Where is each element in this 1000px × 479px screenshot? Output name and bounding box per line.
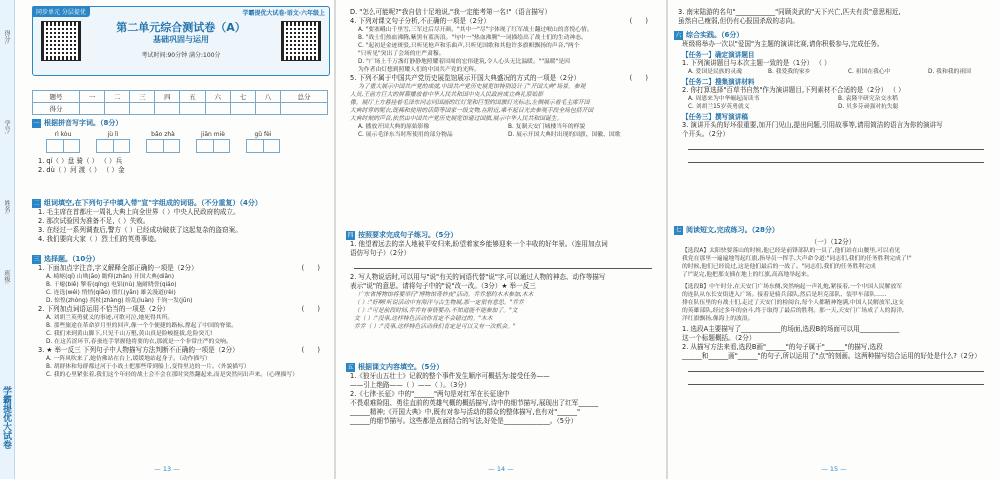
- section-title: 组词填空,在下列句子中填入带"宣"字组成的词语。（不分重复）（4分）: [44, 199, 262, 207]
- option-line: 为作者由灯想到照耀人们的中国共产党的光辉。: [358, 67, 480, 73]
- question-line: 1. 选段A主要描写了____________的场面,选段B的场面可以用____________: [682, 325, 900, 333]
- option-row: [688, 95, 992, 103]
- question-stem: 2. 你打算选择"百草书自然"作为演讲题目,下列素材不合适的是（2分） （ ）: [682, 86, 905, 94]
- score-header-cell: 三: [130, 91, 155, 103]
- question-stem: 1. 下面加点字注音,字义解释全部正确的一项是（2分） ( ): [38, 264, 320, 272]
- task-heading: 【任务二】搜集演讲材料: [682, 78, 755, 86]
- question-line: 3. 南宋陆游的名句"____________"同顾炎武的"天下兴亡,匹夫有责"意思相近,: [678, 8, 901, 16]
- passage-line: 为了重大展示中国共产党的成就,中国共产党历史展览馆特别设计了"开国大典"场景。参观: [358, 84, 586, 90]
- passage-line: 的英雄部队,经过多年的奋斗,终于取得了最后的胜利。那一天,天安门广场成了人的海洋,: [682, 308, 904, 314]
- option-line: B. 胡群体和每群都过河于小战士把那些带到船上,变得里边的一片。（外貌描写）: [46, 364, 250, 370]
- writing-box[interactable]: [146, 139, 180, 153]
- option-row: [358, 131, 656, 139]
- score-header-cell: 总分: [281, 91, 328, 103]
- option-line: B. 袁隆平研究杂交水稻: [838, 96, 898, 102]
- score-header-cell: 六: [205, 91, 230, 103]
- passage-line: 文（ ）:"没事,这样特色活动你肯定不会错过的。"木木: [354, 316, 493, 322]
- section-2: [32, 198, 328, 244]
- side-label-id: 学号:: [3, 120, 10, 135]
- question-stem: 5. 下列不属于中国共产党历史展览馆展示开国大典盛况的方式的一项是（2分） ( ): [350, 74, 648, 82]
- score-cell[interactable]: [205, 103, 230, 115]
- side-label-name: 姓名:: [3, 200, 10, 215]
- score-cell[interactable]: [105, 103, 130, 115]
- option-line: "只听见"突出了会场的庄严肃穆。: [358, 51, 445, 57]
- question-line: 2. 那次试验因为准备不足,（ ）失败。: [38, 217, 150, 225]
- page-number: — 13 —: [154, 465, 180, 473]
- pinyin-label: gǔ fèi: [254, 131, 272, 138]
- option-line: A. 崎岖(qí) 山坳(āo) 瞻仰(zhān) 开国大典(diǎn): [46, 274, 174, 280]
- option-line: C. 我们来到黄山脚下,只见千山万壑,黄山真是险峻挺拔,危险突兀!: [46, 331, 213, 337]
- score-header-cell: 七: [230, 91, 255, 103]
- passage-line: 乔乔（ ）:"没事,这样特色活动我们肯定是可以又有一次机会。": [354, 324, 516, 330]
- section-3-continued: [350, 8, 656, 139]
- answer-line[interactable]: [688, 141, 984, 150]
- score-cell[interactable]: [155, 103, 180, 115]
- score-header-cell: 一: [79, 91, 104, 103]
- option-line: A. "要塞峨山千里雪,三军过后尽开颜。"其中一"尽"字体现了红军战士翻过岷山的喜悦心情。: [358, 27, 593, 33]
- score-cell[interactable]: [255, 103, 280, 115]
- option-line: B. 干瘪(biě) 擎着(qíng) 电铝(nù) 施耐晓誉(qiáo): [46, 282, 177, 288]
- passage-line: 人员,王前方巨大的屏幕播放着中华人民共和国中央人民政府成立典礼原始影: [350, 92, 544, 98]
- pinyin-label: bǎo zhà: [151, 131, 175, 138]
- passage-line: 大典时刻的声音,依然由中国共产党历史展览馆通过国旗,展示中华人民共和国诞生。: [350, 116, 563, 122]
- score-header-cell: 二: [105, 91, 130, 103]
- option-line: B. 复制天安门城楼当年的样貌: [508, 124, 586, 130]
- page-14: [336, 0, 666, 479]
- option-line: D. 展示开国大典时出现的国旗、国徽、国歌: [508, 132, 621, 138]
- test-header: [32, 6, 330, 76]
- test-meta: 考试时间:90分钟 满分:100分: [141, 52, 221, 59]
- writing-box[interactable]: [96, 139, 130, 153]
- passage-line: 排在队伍里的有战士们,走过了天安门的检阅台,每个人都精神饱满,中国人民解放军,这支: [682, 300, 904, 306]
- passage-line: 广东省博物馆将要举行"博物馆奇妙夜"活动。乔乔想约木木参加,木木: [358, 292, 534, 298]
- question-line: 表示"说"的意思。请将句子中的"说"改一改。（3分）★ 举一反三: [350, 282, 536, 290]
- answer-line[interactable]: [354, 260, 652, 269]
- option-line: D. "广场上千万盏灯静静地照耀着国周的宏伟建筑,令人心头无比温暖。""温暖"是因: [358, 59, 570, 65]
- question-stem: 1. 下列演讲题目与本次主题一致的是（1分） （ ）: [682, 59, 831, 67]
- pinyin-label: rì kòu: [54, 131, 72, 138]
- option-line: C. 祖国在我心中: [848, 69, 891, 75]
- section-marker: 一: [33, 119, 40, 127]
- question-line: 1. qí（ ）盘 骑（ ） （ ）兵: [38, 157, 123, 165]
- question-line: ——引上绝路——（ ）——（ ）。（3分）: [350, 381, 471, 389]
- section-6: [674, 30, 992, 163]
- question-line: 1. 毛主席在首都庄一周礼大典上向全世界（ ）中央人民政府的成立。: [38, 208, 240, 216]
- section-3: [32, 254, 328, 379]
- page-15: [668, 0, 1000, 479]
- passage-line: 【选段A】太阳快要落山的时候,他已经是前锋部队的一员了,他们站在山腰里,可以看见: [682, 248, 901, 254]
- score-table: [32, 90, 328, 115]
- option-line: D. 在这苦涩环节,春蚕连手掌握他将要的衣,那就是一个非常庄严的交响。: [46, 339, 232, 345]
- question-stem: 4. 下列对课文句子分析,不正确的一项是（2分） ( ): [350, 17, 648, 25]
- option-line: B. 我爱我的家乡: [768, 69, 811, 75]
- pinyin-label: jù lì: [107, 131, 119, 138]
- score-cell[interactable]: [130, 103, 155, 115]
- question-line: 1.《狼牙山五壮士》记叙的整个事件发生顺序可概括为:接受任务——: [350, 372, 550, 380]
- side-label-class: 班级:: [3, 270, 10, 285]
- book-brand: 学霸提优大试卷·语文·六年级上: [242, 10, 325, 17]
- unit-badge: 同步单元 分层提优: [32, 6, 90, 17]
- option-line: B. "战士们热血沸腾,紫黑有蓝沥浪。"句中一"热血沸腾"一词描绘出了战士们的生动神态。: [358, 35, 587, 41]
- question-line: 4. 我们要向大家（ ）烈士们的英勇事迹。: [38, 235, 161, 243]
- question-line: 语仿写句子）（2分）: [350, 249, 411, 257]
- section-marker: 六: [675, 31, 682, 39]
- pinyin-grid: [46, 131, 328, 153]
- question-line: 2.《七律·长征》中的"______"两句是对红军在长征途中: [350, 390, 510, 398]
- section-7: [674, 225, 992, 385]
- section-marker: 五: [347, 363, 354, 371]
- question-line: 虽然自己瘦弱,但仍有心报国杀敌的志向。: [678, 17, 799, 25]
- score-cell[interactable]: [180, 103, 205, 115]
- option-row: [688, 103, 992, 111]
- page-number: — 15 —: [821, 465, 847, 473]
- section-title: 综合实践。（6分）: [686, 31, 744, 39]
- option-line: A. 刘胡兰英勇就义的事迹,可歌可泣,她死得其所。: [46, 315, 174, 321]
- passage-line: 洋红旗飘扬,像海上的波浪。: [682, 316, 754, 322]
- question-line: 2. dù（ ）河 渡（ ） （ ）金: [38, 166, 125, 174]
- option-line: C. 我的心里紧张着,我们这个年轻的战士会不会在那时突然翻起来,而是突然问出声来。（心理描写）: [46, 372, 298, 378]
- option-line: A. 一阵风吹来了,她仿佛站在台上,缓缓地站起身子。（动作描写）: [46, 356, 211, 362]
- option-row: [358, 123, 656, 131]
- passage-line: 大典时穿的呢衣,既稀和使用的话筒等国家一级文物,在附近,乘不起目光去参观手段全场包括开国: [350, 108, 594, 114]
- score-cell[interactable]: [281, 103, 328, 115]
- passage-line: （ ）:"好啊!听说活动中有海洋与古生物展,那一定很有意思。"乔乔: [354, 300, 524, 306]
- page-13: [0, 0, 334, 479]
- side-label-score: 得分:: [3, 30, 10, 45]
- section-title: 根据课文内容填空。（5分）: [358, 363, 444, 371]
- question-line: ______的细节描写。这些都是点面结合的写法,好处是______________。（5分）: [350, 417, 578, 425]
- section-title: 按照要求完成句子练习。（5分）: [358, 231, 458, 239]
- test-title: 第二单元综合测试卷（A）: [116, 21, 246, 34]
- passage-line: 像。展厅上方悬挂着毛泽东同志同国画的红灯笼和巨型的国旗灯光标志,左侧展示着毛主席开国: [350, 100, 590, 106]
- option-line: C. "起初是金迹斑驳,只听见枪声和乐曲声,只听见国歌和其他许多旗帜飘扬的声音,"两个: [358, 43, 580, 49]
- passage-line: 的连队从东长安街进入广场。接着是骑兵部队,然后是坦克部队、装甲车部队……: [682, 292, 887, 298]
- passage-line: 的时候,他们已经说过,这是他们最后的一战了。"同志们,我们的任务胜利完成: [682, 264, 876, 270]
- question-line: 这一个标题概括。（2分）: [682, 334, 756, 342]
- writing-box[interactable]: [246, 139, 280, 153]
- score-header-cell: 五: [180, 91, 205, 103]
- section-marker: 七: [675, 226, 682, 234]
- option-row: [688, 68, 992, 76]
- binding-margin: [0, 0, 15, 479]
- option-line: D. 贝多芬顽强对抗失聪: [838, 104, 899, 110]
- reading-subtitle: （一）（12分）: [810, 238, 856, 246]
- option-line: A. 爱国是民族的灵魂: [688, 69, 742, 75]
- answer-line[interactable]: [688, 154, 984, 163]
- section-5: [346, 362, 656, 426]
- question-line: 不畏艰难险阻、勇往直前的英雄气概的概括描写,诗中的细节描写,展现出了红军______: [350, 399, 599, 407]
- score-cell[interactable]: [230, 103, 255, 115]
- writing-box[interactable]: [196, 139, 230, 153]
- passage-line: 我党在那里一遍遍地驾起红旗,指导员一挥手,大声命令道:"同志们,我们的任务胜利完成了!": [682, 256, 912, 262]
- question-line: ______精神;《开国大典》中,既有对参与活动的群众的整体描写,也有对"______": [350, 408, 581, 416]
- option-line: D. 我和我的祖国: [928, 69, 971, 75]
- option-line: D. 惊惶(zhòng) 拐杖(zhàng) 纷乱(luàn) 千钧一发(jūn): [46, 298, 193, 304]
- option-line: C. 刘胡兰15岁英勇就义: [688, 104, 750, 110]
- section-marker: 四: [347, 231, 354, 239]
- option-line: B. 那些旅途在革命岁月里的回声,像一个个便捷的路标,撑起了中国的脊梁。: [46, 323, 238, 329]
- question-stem: 3. ★ 举一反三 下列句子中人物描写方法判断不正确的一项是（2分） ( ): [38, 346, 320, 354]
- question-stem: 2. 下列加点词语运用不恰当的一项是（2分） ( ): [38, 305, 320, 313]
- score-header-cell: 四: [155, 91, 180, 103]
- pinyin-label: jiān miè: [201, 131, 225, 138]
- passage-line: 【选段B】中午时分,在天安门广场东侧,突然响起一声礼炮,紧接着,一个中国人民解放军: [682, 284, 903, 290]
- question-line: 2. 从描写方法来看,选段B画"______"的句子属于"______"的描写,选段: [682, 343, 883, 351]
- section-title: 根据拼音写字词。（8分）: [44, 119, 123, 127]
- section-1: [32, 118, 328, 175]
- question-line: 1. 他望着远去的亲人地被平安归来,盼望着家乡能够迎来一个丰收的好年景。（连用加点词: [350, 240, 608, 248]
- passage-line: 了!"说完,他把那支插在地上的红旗,高高地举起来。: [682, 272, 813, 278]
- side-brand-text: 学霸提优大试卷: [1, 386, 11, 449]
- question-line: D. "怎么可能呢?"我自信十足地说,"我一定能考第一名!"（语言描写）: [350, 8, 552, 16]
- passage-line: （ ）:"可是前段时间,乔乔有事情要办,不知道能不能参加了。"文: [354, 308, 518, 314]
- score-header-cell: 八: [255, 91, 280, 103]
- section-marker: 二: [33, 199, 40, 207]
- question-line: 2. 写人物说话时,可以用与"说"有关的词语代替"说"字,可以通过人物的神态、动作等描写: [350, 273, 606, 281]
- section-title: 阅读短文,完成练习。（28分）: [686, 226, 779, 234]
- test-subtitle: 基础巩固与运用: [153, 35, 209, 44]
- option-line: C. 展示毛泽东当时所使用的部分物品: [358, 132, 453, 138]
- answer-line[interactable]: [688, 363, 984, 372]
- section-4: [346, 230, 656, 331]
- question-line: 3. 在经过一系列调查后,警方（ ）已经成功破获了这起复杂的盗窃案。: [38, 226, 242, 234]
- score-cell[interactable]: [79, 103, 104, 115]
- question-line: 个开头。（2分）: [682, 130, 730, 138]
- option-line: A. 周恩来为中华崛起而读书: [688, 96, 760, 102]
- question-line: ______和______画"______"的句子,所以运用了"点"的刻画。这两种描写结合运用的好处是什么?（2分）: [682, 352, 981, 360]
- option-line: C. 连选(wéi) 悄悄(qiǎo) 殷红(yān) 雄关漫道(rèi): [46, 290, 176, 296]
- score-row-label: 得分: [33, 103, 80, 115]
- answer-line[interactable]: [688, 376, 984, 385]
- section-5-continued: [678, 8, 990, 26]
- score-header-cell: 题号: [33, 91, 80, 103]
- task-heading: 【任务一】确定演讲题目: [682, 51, 755, 59]
- task-heading: 【任务三】撰写演讲稿: [682, 113, 748, 121]
- section-title: 选择题。（10分）: [44, 255, 100, 263]
- section-marker: 三: [33, 255, 40, 263]
- question-line: 3. 演讲开头的好坏很重要,加开门见山,提出问题,引用故事等,请用简洁的语言为你的演讲写: [682, 121, 943, 129]
- page-number: — 14 —: [488, 465, 514, 473]
- writing-box[interactable]: [46, 139, 80, 153]
- option-line: A. 播放开国大典的原始影像: [358, 124, 430, 130]
- task-intro: 班级将举办一次以"爱国"为主题的演讲比赛,请你积极参与,完成任务。: [682, 40, 884, 48]
